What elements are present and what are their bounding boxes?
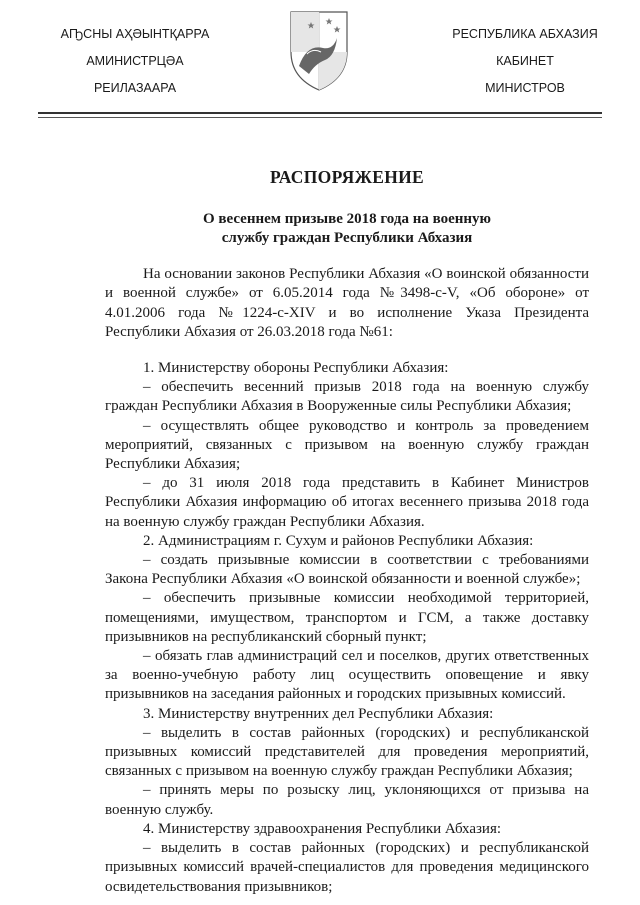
coat-of-arms-emblem <box>285 8 353 92</box>
paragraph-3-item-2: – принять меры по розыску лиц, уклоняющихся от призыва на военную службу. <box>105 782 589 818</box>
letterhead <box>0 0 640 120</box>
paragraph-2-heading: 2. Администрациям г. Сухум и районов Республики Абхазия: <box>143 532 534 549</box>
paragraph-3-item-1: – выделить в состав районных (городских) и республиканской призывных комиссий представителей для проведения мероприятий, связанных с призывом на военную службу граждан Республики Абхазия; <box>105 724 589 780</box>
paragraph-1-heading: 1. Министерству обороны Республики Абхазия: <box>143 360 449 377</box>
document-title: РАСПОРЯЖЕНИЕ <box>269 167 424 187</box>
paragraph-1-item-1: – обеспечить весенний призыв 2018 года на военную службу граждан Республики Абхазия в Вооруженные силы Республики Абхазия; <box>105 379 589 415</box>
header-left-line-1: АҦСНЫ АҲӘЫНТҚАРРА <box>60 27 210 41</box>
preamble-paragraph: На основании законов Республики Абхазия «О воинской обязанности и военной службе» от 6.05.2014 года №3498-с-V, «Об обороне» от 4.01.2006 года №1224-с-XIV и во исполнение Указа Президента Республики Абхазия от 26.03.2018 года №61: <box>105 266 589 340</box>
paragraph-4-heading: 4. Министерству здравоохранения Республики Абхазия: <box>143 820 502 837</box>
document-body <box>105 160 589 897</box>
paragraph-1-item-2: – осуществлять общее руководство и контроль за проведением мероприятий, связанных с призывом на военную службу граждан Республики Абхазия; <box>105 417 589 473</box>
document-subtitle: О весеннем призыве 2018 года на военную службу граждан Республики Абхазия <box>202 211 492 247</box>
header-right-line-2: КАБИНЕТ <box>496 54 554 68</box>
header-right-line-3: МИНИСТРОВ <box>485 81 565 95</box>
paragraph-2-item-3: – обязать глав администраций сел и поселков, других ответственных за военно-учебную работу лиц осуществить оповещение и явку призывников на заседания районных и городских призывных комиссий. <box>105 648 589 703</box>
header-left-line-3: РЕИЛАЗААРА <box>93 81 177 95</box>
header-divider-thick <box>38 112 602 114</box>
paragraph-1-item-3: – до 31 июля 2018 года представить в Кабинет Министров Республики Абхазия информацию об итогах весеннего призыва 2018 года на военную службу граждан Республики Абхазия. <box>105 475 589 530</box>
paragraph-3-heading: 3. Министерству внутренних дел Республики Абхазия: <box>143 705 494 722</box>
paragraph-2-item-2: – обеспечить призывные комиссии необходимой территорией, помещениями, имуществом, транспортом и ГСМ, а также доставку призывников на республиканский сборный пункт; <box>105 590 589 645</box>
header-left-line-2: АМИНИСТРЦӘА <box>86 54 184 68</box>
paragraph-4-item-1: – выделить в состав районных (городских) и республиканской призывных комиссий врачей-специалистов для проведения медицинского освидетельствования призывников; <box>105 840 589 895</box>
header-right-line-1: РЕСПУБЛИКА АБХАЗИЯ <box>452 27 598 41</box>
header-divider-thin <box>38 117 602 118</box>
paragraph-2-item-1: – создать призывные комиссии в соответствии с требованиями Закона Республики Абхазия «О воинской обязанности и военной службе»; <box>105 552 589 588</box>
